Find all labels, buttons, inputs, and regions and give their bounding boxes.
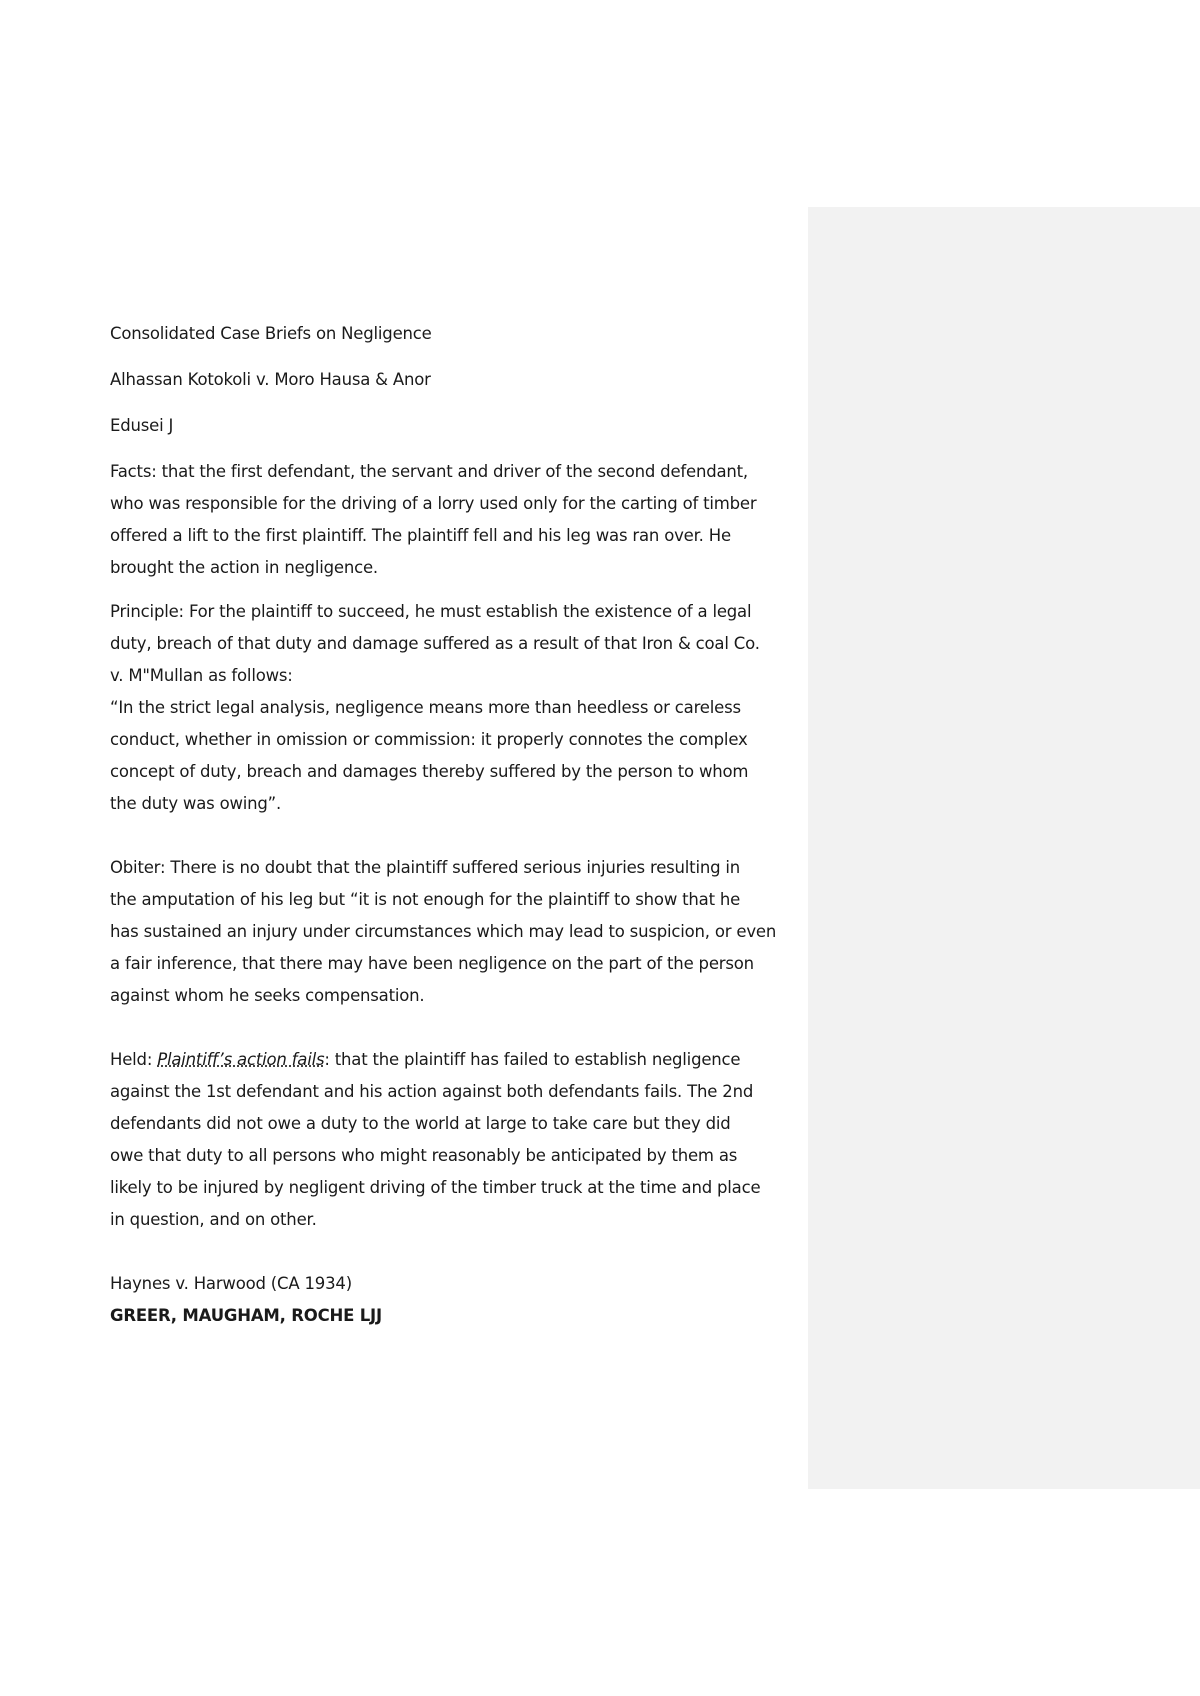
held-line: owe that duty to all persons who might reasonably be anticipated by them as [110, 1146, 738, 1165]
comment-pane [808, 207, 1200, 1489]
principle-line: v. M"Mullan as follows: [110, 666, 293, 685]
principle-line: duty, breach of that duty and damage suffered as a result of that Iron & coal Co. [110, 634, 760, 653]
held-label: Held: [110, 1050, 158, 1069]
obiter-paragraph [110, 852, 800, 1012]
facts-line: offered a lift to the first plaintiff. The plaintiff fell and his leg was ran over. He [110, 526, 731, 545]
held-emphasis: Plaintiff’s action fails [157, 1050, 325, 1069]
obiter-line: has sustained an injury under circumstances which may lead to suspicion, or even [110, 922, 777, 941]
held-text: : that the plaintiff has failed to establish negligence [324, 1050, 741, 1069]
held-line: in question, and on other. [110, 1210, 317, 1229]
blank-line [110, 1012, 800, 1044]
quote-line: “In the strict legal analysis, negligence means more than heedless or careless [110, 698, 741, 717]
obiter-line: Obiter: There is no doubt that the plaintiff suffered serious injuries resulting in [110, 858, 741, 877]
facts-line: who was responsible for the driving of a lorry used only for the carting of timber [110, 494, 757, 513]
held-line: against the 1st defendant and his action against both defendants fails. The 2nd [110, 1082, 754, 1101]
case2-name: Haynes v. Harwood (CA 1934) [110, 1274, 352, 1293]
held-paragraph [110, 1044, 800, 1236]
facts-line: Facts: that the first defendant, the servant and driver of the second defendant, [110, 462, 748, 481]
facts-paragraph [110, 456, 800, 584]
obiter-line: a fair inference, that there may have been negligence on the part of the person [110, 954, 754, 973]
quote-line: conduct, whether in omission or commission: it properly connotes the complex [110, 730, 748, 749]
blank-line [110, 1236, 800, 1268]
case-name: Alhassan Kotokoli v. Moro Hausa & Anor [110, 370, 431, 389]
principle-paragraph [110, 596, 800, 820]
held-line: likely to be injured by negligent driving of the timber truck at the time and place [110, 1178, 761, 1197]
case-judge: Edusei J [110, 416, 174, 435]
held-line: defendants did not owe a duty to the world at large to take care but they did [110, 1114, 731, 1133]
quote-line: the duty was owing”. [110, 794, 282, 813]
blank-line [110, 820, 800, 852]
obiter-line: against whom he seeks compensation. [110, 986, 425, 1005]
quote-line: concept of duty, breach and damages thereby suffered by the person to whom [110, 762, 749, 781]
document-title: Consolidated Case Briefs on Negligence [110, 324, 432, 343]
facts-line: brought the action in negligence. [110, 558, 378, 577]
case2-judges: GREER, MAUGHAM, ROCHE LJJ [110, 1306, 382, 1325]
principle-line: Principle: For the plaintiff to succeed, he must establish the existence of a legal [110, 602, 752, 621]
document-body [110, 318, 800, 1332]
held-line [110, 1044, 800, 1076]
obiter-line: the amputation of his leg but “it is not enough for the plaintiff to show that he [110, 890, 741, 909]
